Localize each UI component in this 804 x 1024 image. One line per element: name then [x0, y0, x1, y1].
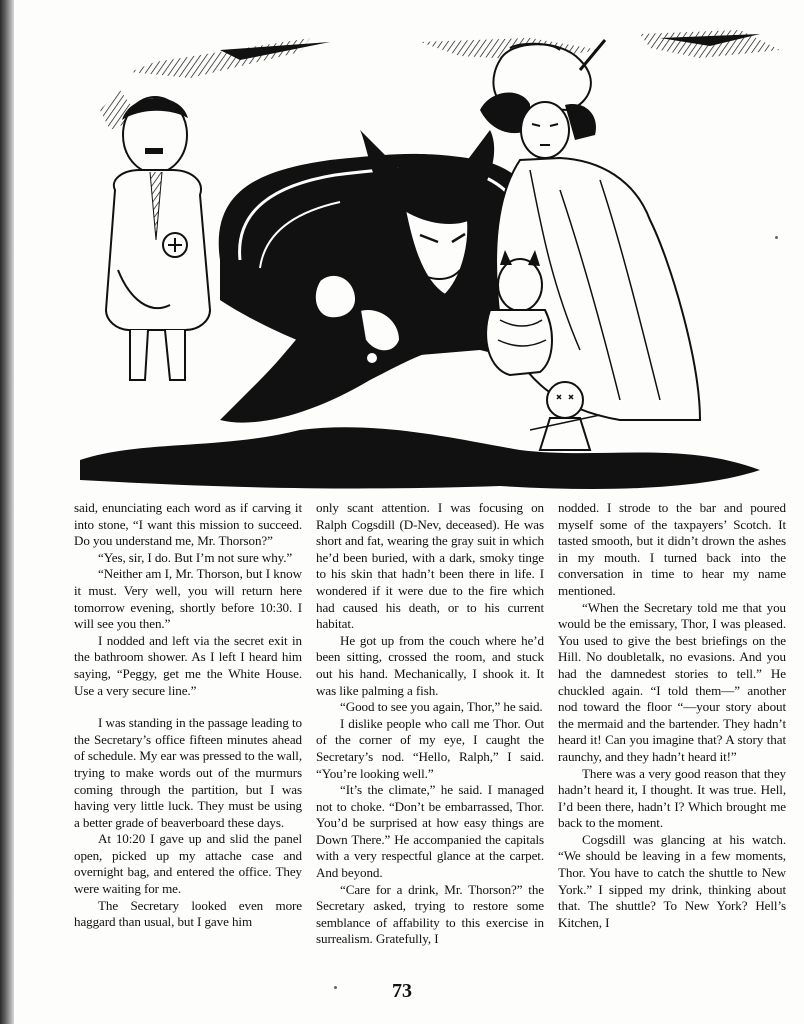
- paragraph: nodded. I strode to the bar and poured myself some of the taxpayers’ Scotch. It tasted smooth, but it didn’t drown the ashes in my mouth. I turned back into the conversation in time to hear my name mentioned.: [558, 500, 786, 598]
- text-column-3: [558, 500, 786, 931]
- page-number: 73: [392, 980, 412, 1002]
- dictator-figure: [106, 97, 210, 380]
- paragraph: “Good to see you again, Thor,” he said.: [340, 699, 543, 715]
- text-column-2: [316, 500, 544, 948]
- paragraph: Cogsdill was glancing at his watch. “We should be leaving in a few moments, Thor. You have to catch the shuttle to New York.” I sipped my drink, thinking about that. The shuttle? To New York? Hell’s Kitchen, I: [558, 831, 786, 930]
- smoke-clouds: [100, 30, 780, 130]
- paragraph: I nodded and left via the secret exit in the bathroom shower. As I left I heard him saying, “Peggy, get me the White House. Use a very secure line.”: [74, 632, 302, 698]
- paragraph: I dislike people who call me Thor. Out of the corner of my eye, I caught the Secretary’s nod. “Hello, Ralph,” I said. “You’re looking well.”: [316, 715, 544, 781]
- page-edge: [0, 0, 14, 1024]
- paragraph: “When the Secretary told me that you would be the emissary, Thor, I was pleased. You used to give the best briefings on the Hill. No doubletalk, no evasions. And you had the damnedest stories to tell.” He chuckled again. “I told them—” another nod toward the floor “—your story about the mermaid and the bartender. They hadn’t heard it! Can you imagine that? A story that raunchy, and they hadn’t heard it!”: [558, 599, 786, 764]
- paragraph: only scant attention. I was focusing on Ralph Cogsdill (D-Nev, deceased). He was short and fat, wearing the gray suit in which he’d been buried, with a dark, smoky tinge to his skin that hadn’t been there in life. I wondered if it were due to the fire which had caused his death, or to his current habitat.: [316, 500, 544, 632]
- ink-speck: [775, 236, 778, 239]
- paragraph: “Yes, sir, I do. But I’m not sure why.”: [98, 549, 293, 565]
- paragraph: I was standing in the passage leading to the Secretary’s office fifteen minutes ahead of schedule. My ear was pressed to the wall, trying to make words out of the murmurs coming through the partition, but I was having very little luck. They must be using a better grade of beaverboard these days.: [74, 715, 302, 830]
- paragraph: He got up from the couch where he’d been sitting, crossed the room, and stuck out his hand. Mechanically, I shook it. It was like palming a fish.: [316, 632, 544, 698]
- paragraph: At 10:20 I gave up and slid the panel open, picked up my attache case and overnight bag, and entered the office. They were waiting for me.: [74, 831, 302, 897]
- paragraph: The Secretary looked even more haggard than usual, but I gave him: [74, 897, 302, 930]
- text-column-1: [74, 500, 302, 931]
- paragraph: “Care for a drink, Mr. Thorson?” the Secretary asked, trying to restore some semblance of affability to this exercise in surrealism. Gratefully, I: [316, 881, 544, 947]
- paragraph: said, enunciating each word as if carving it into stone, “I want this mission to succeed. Do you understand me, Mr. Thorson?”: [74, 500, 302, 549]
- illustration: [60, 20, 790, 496]
- article-columns: [74, 500, 786, 970]
- paragraph: There was a very good reason that they hadn’t heard it, I thought. It was true. Hell, I’d been there, hadn’t I? Which brought me back to the moment.: [558, 765, 786, 831]
- paragraph: “It’s the climate,” he said. I managed not to choke. “Don’t be embarrassed, Thor. You’d be surprised at how easy things are Down There.” He accompanied the capitals with a very respectful glance at the carpet. And beyond.: [316, 782, 544, 881]
- ink-speck: [334, 986, 337, 989]
- paragraph: “Neither am I, Mr. Thorson, but I know it must. Very well, you will return here tomorrow evening, shortly before 10:30. I will see you then.”: [74, 566, 302, 632]
